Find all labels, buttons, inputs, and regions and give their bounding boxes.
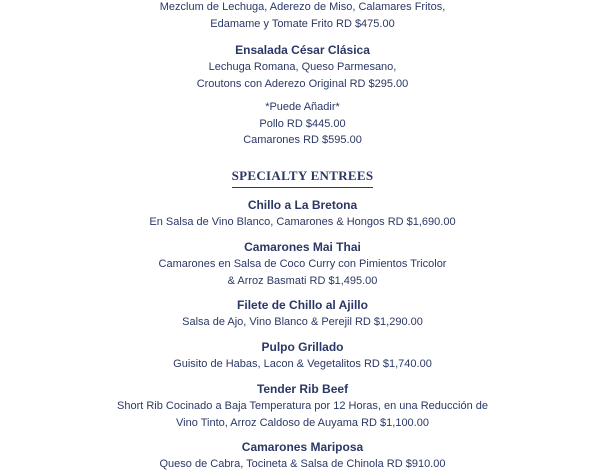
item-description-line: & Arroz Basmati RD $1,495.00 [227,274,378,287]
item-description-line: Mezclum de Lechuga, Aderezo de Miso, Calamares Fritos, [159,1,446,13]
addons-title: *Puede Añadir* [265,101,340,113]
item-name: Ensalada César Clásica [235,43,370,57]
item-description-line: Salsa de Ajo, Vino Blanco & Perejil RD $1,290.00 [182,316,423,328]
item-description-line: Queso de Cabra, Tocineta & Salsa de Chinola RD $910.00 [159,458,446,470]
item-description-line: Lechuga Romana, Queso Parmesano, [208,61,397,73]
item-description-line: Croutons con Aderezo Original RD $295.00 [196,77,409,90]
item-description-line: Guisito de Habas, Lacon & Vegetalitos RD $1,740.00 [173,358,432,370]
menu-item-caesar-salad [0,42,605,92]
item-name: Camarones Mariposa [241,440,364,454]
menu-item-entree [0,339,605,373]
menu-item-entree [0,239,605,289]
menu-item-entree [0,197,605,231]
item-name: Pulpo Grillado [261,340,344,354]
addon-line: Pollo RD $445.00 [259,117,346,130]
item-description-line: Camarones en Salsa de Coco Curry con Pimientos Tricolor [158,258,447,270]
section-title: SPECIALTY ENTREES [231,168,374,183]
item-description-line: Short Rib Cocinado a Baja Temperatura por 12 Horas, en una Reducción de [117,400,488,412]
menu-item-entree [0,439,605,473]
addons-block [0,99,605,149]
item-description-line: Vino Tinto, Arroz Caldoso de Auyama RD $1,100.00 [176,416,429,429]
item-name: Filete de Chillo al Ajillo [237,298,368,312]
menu-item-entree [0,297,605,331]
item-name: Chillo a La Bretona [247,198,358,212]
item-name: Camarones Mai Thai [244,240,361,254]
addon-line: Camarones RD $595.00 [243,134,362,146]
item-description-line: Edamame y Tomate Frito RD $475.00 [210,17,395,30]
item-description-line: En Salsa de Vino Blanco, Camarones & Hongos RD $1,690.00 [149,216,456,228]
top-menu-item [0,0,605,32]
section-underline [232,187,373,188]
menu-item-entree [0,381,605,431]
item-name: Tender Rib Beef [256,382,349,396]
